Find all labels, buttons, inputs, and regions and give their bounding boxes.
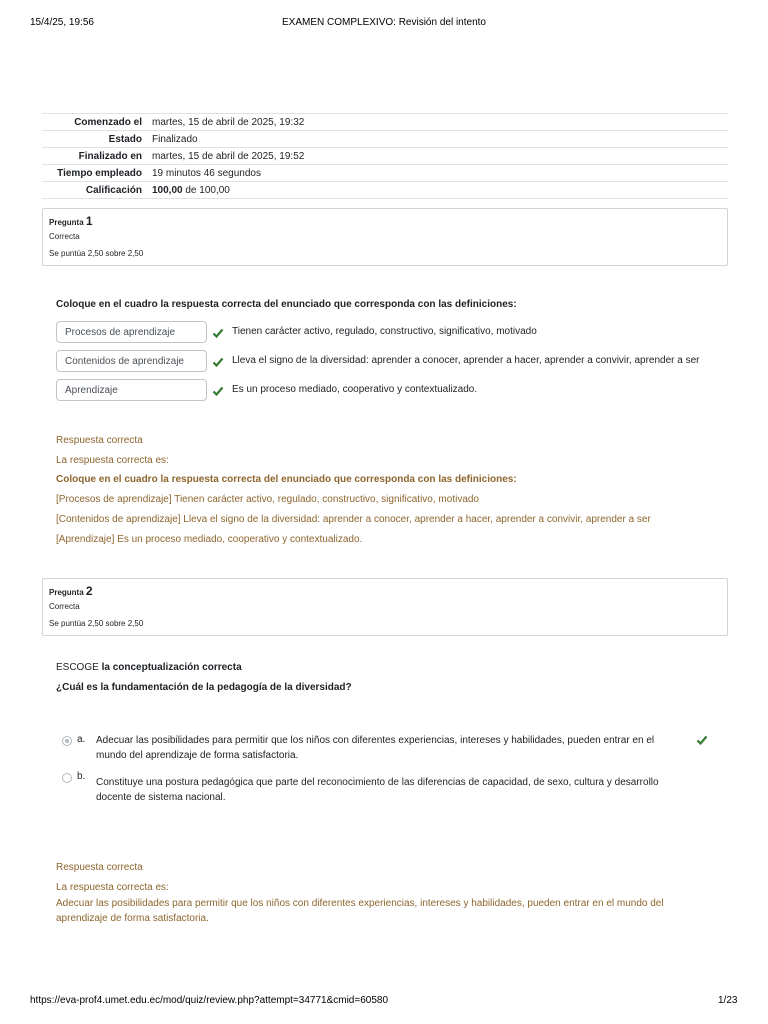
match-definition-1: Tienen carácter activo, regulado, constructivo, significativo, motivado	[232, 326, 537, 337]
summary-row-time	[42, 165, 728, 182]
question-state: Correcta	[49, 232, 80, 241]
print-datetime: 15/4/25, 19:56	[30, 17, 94, 28]
question-prefix: Pregunta	[49, 218, 84, 227]
summary-row-grade	[42, 182, 728, 199]
feedback-question: Coloque en el cuadro la respuesta correcta del enunciado que corresponda con las definiciones:	[56, 474, 517, 485]
feedback-line-3: [Aprendizaje] Es un proceso mediado, cooperativo y contextualizado.	[56, 534, 363, 545]
option-a-radio[interactable]	[62, 736, 72, 746]
match-definition-3: Es un proceso mediado, cooperativo y contextualizado.	[232, 384, 478, 395]
check-icon	[212, 327, 224, 339]
match-select-3[interactable]: Aprendizaje	[56, 379, 207, 401]
summary-value: Finalizado	[152, 133, 198, 145]
summary-row-started	[42, 114, 728, 131]
option-b-radio[interactable]	[62, 773, 72, 783]
option-b-text: Constituye una postura pedagógica que parte del reconocimiento de las diferencias de capacidad, de sexo, cultura y desarrollo docente de sistema nacional.	[96, 777, 659, 803]
summary-label: Estado	[108, 133, 142, 145]
question-1-text: Coloque en el cuadro la respuesta correcta del enunciado que corresponda con las definiciones:	[56, 299, 517, 310]
feedback-status: Respuesta correcta	[56, 862, 143, 873]
summary-value: 19 minutos 46 segundos	[152, 167, 261, 179]
question-1-info	[42, 208, 728, 266]
check-icon	[212, 385, 224, 397]
question-2-text: ¿Cuál es la fundamentación de la pedagogía de la diversidad?	[56, 682, 352, 693]
feedback-line-2: [Contenidos de aprendizaje] Lleva el signo de la diversidad: aprender a conocer, aprender a hacer, aprender a convivir, aprender a ser	[56, 514, 651, 525]
summary-label: Finalizado en	[78, 150, 142, 162]
summary-row-finished	[42, 148, 728, 165]
summary-row-state	[42, 131, 728, 148]
feedback-status: Respuesta correcta	[56, 435, 143, 446]
question-number	[49, 214, 93, 228]
grade-suffix: de 100,00	[185, 184, 230, 196]
question-state: Correcta	[49, 602, 80, 611]
summary-label: Calificación	[85, 184, 142, 196]
question-prefix: Pregunta	[49, 588, 84, 597]
option-b-letter: b.	[77, 771, 86, 782]
print-url: https://eva-prof4.umet.edu.ec/mod/quiz/review.php?attempt=34771&cmid=60580	[30, 995, 389, 1006]
option-a-text: Adecuar las posibilidades para permitir que los niños con diferentes experiencias, intereses y habilidades, pueden entrar en el mundo del aprendizaje de forma satisfactoria.	[96, 735, 655, 761]
option-a-letter: a.	[77, 734, 86, 745]
summary-value: martes, 15 de abril de 2025, 19:52	[152, 150, 305, 162]
question-grade: Se puntúa 2,50 sobre 2,50	[49, 619, 144, 628]
match-definition-2: Lleva el signo de la diversidad: aprender a conocer, aprender a hacer, aprender a convivir, aprender a ser	[232, 355, 700, 366]
question-grade: Se puntúa 2,50 sobre 2,50	[49, 249, 144, 258]
summary-label: Comenzado el	[74, 116, 142, 128]
instruction-plain: ESCOGE	[56, 662, 99, 673]
question-number-value: 2	[85, 584, 93, 598]
question-2-info	[42, 578, 728, 636]
question-number-value: 1	[85, 214, 93, 228]
attempt-summary-table	[42, 113, 728, 199]
feedback-line-1: [Procesos de aprendizaje] Tienen carácter activo, regulado, constructivo, significativo, motivado	[56, 494, 479, 505]
summary-label: Tiempo empleado	[57, 167, 142, 179]
feedback-intro: La respuesta correcta es:	[56, 882, 169, 893]
instruction-bold: la conceptualización correcta	[101, 662, 242, 673]
feedback-answer: Adecuar las posibilidades para permitir que los niños con diferentes experiencias, intereses y habilidades, pueden entrar en el mundo del aprendizaje de forma satisfactoria.	[56, 898, 664, 924]
print-page-number: 1/23	[718, 995, 738, 1006]
match-select-1[interactable]: Procesos de aprendizaje	[56, 321, 207, 343]
question-number	[49, 584, 93, 598]
summary-value: martes, 15 de abril de 2025, 19:32	[152, 116, 305, 128]
print-title: EXAMEN COMPLEXIVO: Revisión del intento	[282, 17, 486, 28]
match-select-2[interactable]: Contenidos de aprendizaje	[56, 350, 207, 372]
summary-value	[152, 185, 728, 196]
check-icon	[696, 734, 708, 746]
feedback-intro: La respuesta correcta es:	[56, 455, 169, 466]
check-icon	[212, 356, 224, 368]
question-2-instruction	[56, 662, 242, 673]
grade-value: 100,00	[152, 184, 183, 196]
